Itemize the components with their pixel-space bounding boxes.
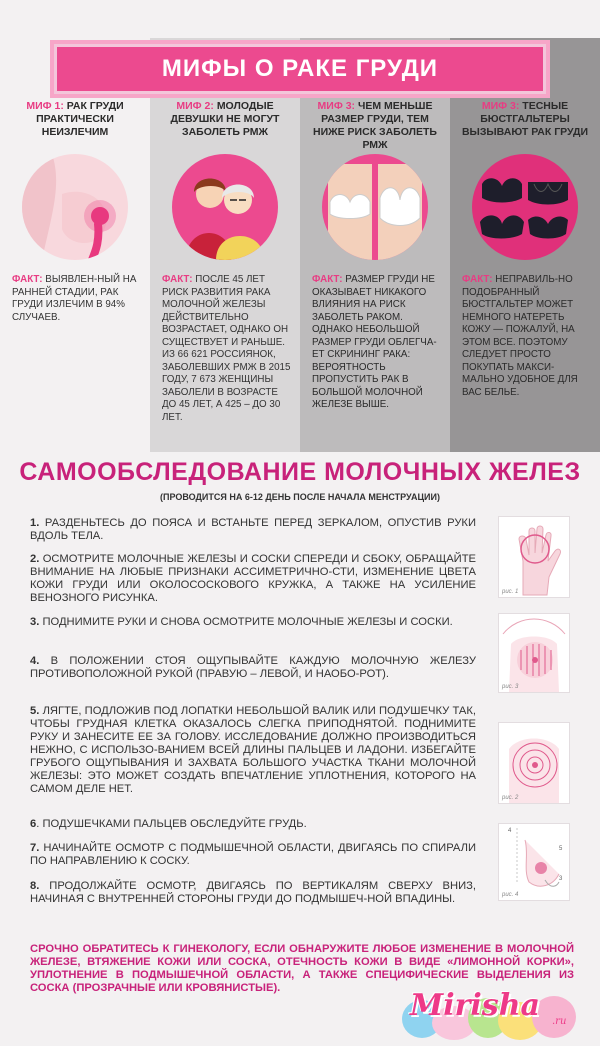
- figure-1-hand-icon: [498, 516, 570, 598]
- exam-title: САМООБСЛЕДОВАНИЕ МОЛОЧНЫХ ЖЕЛЕЗ: [19, 458, 581, 486]
- two-women-icon: [172, 154, 278, 260]
- step-2: 2. ОСМОТРИТЕ МОЛОЧНЫЕ ЖЕЛЕЗЫ И СОСКИ СПЕРЕДИ И СБОКУ, ОБРАЩАЙТЕ ВНИМАНИЕ НА ЛЮБЫЕ ПРИЗНАКИ АССИМЕТРИЧНО-СТИ, ИЗМЕНЕНИЕ ЦВЕТА КОЖИ ГРУДИ ИЛИ ОКОЛОСОСКОВОГО КРУЖКА, А ТАКЖЕ НА УСИЛЕНИЕ ВЕНОЗНОГО РИСУНКА.: [30, 553, 476, 604]
- figure-2-spiral-icon: [498, 722, 570, 804]
- myth-4-title: МИФ 3: ТЕСНЫЕ БЮСТГАЛЬТЕРЫ ВЫЗЫВАЮТ РАК ГРУДИ: [461, 100, 589, 138]
- myths-section: [0, 0, 600, 452]
- figure-4-caption: рис. 4: [502, 892, 519, 898]
- logo-text: Mirisha: [410, 988, 540, 1023]
- banner-title: МИФЫ О РАКЕ ГРУДИ: [161, 55, 439, 82]
- myth-column-3: [300, 38, 450, 452]
- myth-column-4: [450, 38, 600, 452]
- breast-illustration-icon: [22, 154, 128, 260]
- myth-2-fact: ФАКТ: ПОСЛЕ 45 ЛЕТ РИСК РАЗВИТИЯ РАКА МОЛОЧНОЙ ЖЕЛЕЗЫ ДЕЙСТВИТЕЛЬНО ВОЗРАСТАЕТ, ОДНАКО ОН СУЩЕСТВУЕТ И РАНЬШЕ. ИЗ 66 621 РОССИЯНОК, ЗАБОЛЕВШИХ РМЖ В 2015 ГОДУ, 7 673 ЖЕНЩИНЫ ЗАБОЛЕЛИ В ВОЗРАСТЕ ДО 45 ЛЕТ, А 425 – ДО 30 ЛЕТ.: [162, 274, 291, 423]
- figure-2-caption: рис. 2: [502, 795, 519, 801]
- step-4: 4. В ПОЛОЖЕНИИ СТОЯ ОЩУПЫВАЙТЕ КАЖДУЮ МОЛОЧНУЮ ЖЕЛЕЗУ ПРОТИВОПОЛОЖНОЙ РУКОЙ (ПРАВУЮ – ЛЕВОЙ, И НАОБО-РОТ).: [30, 655, 476, 680]
- step-8: 8. ПРОДОЛЖАЙТЕ ОСМОТР, ДВИГАЯСЬ ПО ВЕРТИКАЛЯМ СВЕРХУ ВНИЗ, НАЧИНАЯ С ВНУТРЕННЕЙ СТОРОНЫ ГРУДИ ДО ПОДМЫШЕЧ-НОЙ ВПАДИНЫ.: [30, 880, 476, 905]
- myth-3-title: МИФ 3: ЧЕМ МЕНЬШЕ РАЗМЕР ГРУДИ, ТЕМ НИЖЕ РИСК ЗАБОЛЕТЬ РМЖ: [313, 100, 437, 151]
- figure-3-breast-exam-icon: [498, 613, 570, 693]
- figure-4-mark-5: 5: [559, 846, 563, 852]
- myth-4-fact: ФАКТ: НЕПРАВИЛЬ-НО ПОДОБРАННЫЙ БЮСТГАЛЬТЕР МОЖЕТ НЕМНОГО НАТЕРЕТЬ КОЖУ — ПОЖАЛУЙ, НА ЭТОМ ВСЕ. ПОЭТОМУ СЛЕДУЕТ ПРОСТО ПОКУПАТЬ МАКСИ-МАЛЬНО УДОБНОЕ ДЛЯ ВАС БЕЛЬЕ.: [462, 274, 578, 398]
- urgent-warning: СРОЧНО ОБРАТИТЕСЬ К ГИНЕКОЛОГУ, ЕСЛИ ОБНАРУЖИТЕ ЛЮБОЕ ИЗМЕНЕНИЕ В МОЛОЧНОЙ ЖЕЛЕЗЕ, ВТЯЖЕНИЕ КОЖИ ИЛИ СОСКА, ОТЕЧНОСТЬ КОЖИ В ВИДЕ «ЛИМОННОЙ КОРКИ», УПЛОТНЕНИЕ В ПОДМЫШЕЧНОЙ ОБЛАСТИ, А ТАКЖЕ СПЕЦИФИЧЕСКИЕ ВЫДЕЛЕНИЯ ИЗ СОСКА (ПРОЗРАЧНЫЕ ИЛИ КРОВЯНИСТЫЕ).: [30, 943, 574, 994]
- bras-icon: [472, 154, 578, 260]
- exam-subtitle: (ПРОВОДИТСЯ НА 6-12 ДЕНЬ ПОСЛЕ НАЧАЛА МЕНСТРУАЦИИ): [160, 492, 440, 502]
- myth-column-2: [150, 38, 300, 452]
- site-logo: [402, 982, 592, 1040]
- figure-4-mark-3: 3: [559, 876, 563, 882]
- myth-1-title: МИФ 1: РАК ГРУДИ ПРАКТИЧЕСКИ НЕИЗЛЕЧИМ: [26, 100, 124, 138]
- myths-banner: [50, 40, 550, 98]
- step-7: 7. НАЧИНАЙТЕ ОСМОТР С ПОДМЫШЕЧНОЙ ОБЛАСТИ, ДВИГАЯСЬ ПО СПИРАЛИ ПО НАПРАВЛЕНИЮ К СОСКУ.: [30, 842, 477, 867]
- step-5: 5. ЛЯГТЕ, ПОДЛОЖИВ ПОД ЛОПАТКИ НЕБОЛЬШОЙ ВАЛИК ИЛИ ПОДУШЕЧКУ ТАК, ЧТОБЫ ГРУДНАЯ КЛЕТКА ОКАЗАЛОСЬ СЛЕГКА ПРИПОДНЯТОЙ. ПОДНИМИТЕ РУКУ И ЗАНЕСИТЕ ЕЕ ЗА ГОЛОВУ. ИССЛЕДОВАНИЕ ДОЛЖНО ПРОИЗВОДИТЬСЯ НЕЖНО, С ИСПОЛЬЗО-ВАНИЕМ ВСЕЙ ДЛИНЫ ПАЛЬЦЕВ И ЛАДОНИ. ИЗБЕГАЙТЕ ГРУБОГО ОЩУПЫВАНИЯ И ЗАХВАТА БОЛЬШОГО УЧАСТКА ТКАНИ МОЛОЧНОЙ ЖЕЛЕЗЫ: ЭТО МОЖЕТ СОЗДАТЬ ВПЕЧАТЛЕНИЕ УПЛОТНЕНИЯ, КОТОРОГО НА САМОМ ДЕЛЕ НЕТ.: [30, 705, 476, 795]
- step-6: 6. ПОДУШЕЧКАМИ ПАЛЬЦЕВ ОБСЛЕДУЙТЕ ГРУДЬ.: [30, 818, 307, 830]
- figure-4-lying-icon: [498, 823, 570, 901]
- myth-2-title: МИФ 2: МОЛОДЫЕ ДЕВУШКИ НЕ МОГУТ ЗАБОЛЕТЬ РМЖ: [170, 100, 280, 138]
- step-1: 1. РАЗДЕНЬТЕСЬ ДО ПОЯСА И ВСТАНЬТЕ ПЕРЕД ЗЕРКАЛОМ, ОПУСТИВ РУКИ ВДОЛЬ ТЕЛА.: [30, 517, 476, 542]
- figure-1-caption: рис. 1: [502, 589, 519, 595]
- step-3: 3. ПОДНИМИТЕ РУКИ И СНОВА ОСМОТРИТЕ МОЛОЧНЫЕ ЖЕЛЕЗЫ И СОСКИ.: [30, 616, 453, 628]
- bust-sizes-icon: [322, 154, 428, 260]
- logo-domain: .ru: [552, 1016, 567, 1027]
- figure-3-caption: рис. 3: [502, 684, 519, 690]
- myth-1-fact: ФАКТ: ВЫЯВЛЕН-НЫЙ НА РАННЕЙ СТАДИИ, РАК ГРУДИ ИЗЛЕЧИМ В 94% СЛУЧАЕВ.: [12, 274, 137, 323]
- myth-column-1: [0, 38, 150, 452]
- myth-3-fact: ФАКТ: РАЗМЕР ГРУДИ НЕ ОКАЗЫВАЕТ НИКАКОГО ВЛИЯНИЯ НА РИСК ЗАБОЛЕТЬ РАКОМ. ОДНАКО НЕБОЛЬШОЙ РАЗМЕР ГРУДИ ОБЛЕГЧА-ЕТ СКРИНИНГ РАКА: ВЕРОЯТНОСТЬ ПРОПУСТИТЬ РАК В БОЛЬШОЙ МОЛОЧНОЙ ЖЕЛЕЗЕ ВЫШЕ.: [312, 274, 437, 410]
- figure-4-mark-4: 4: [508, 828, 512, 834]
